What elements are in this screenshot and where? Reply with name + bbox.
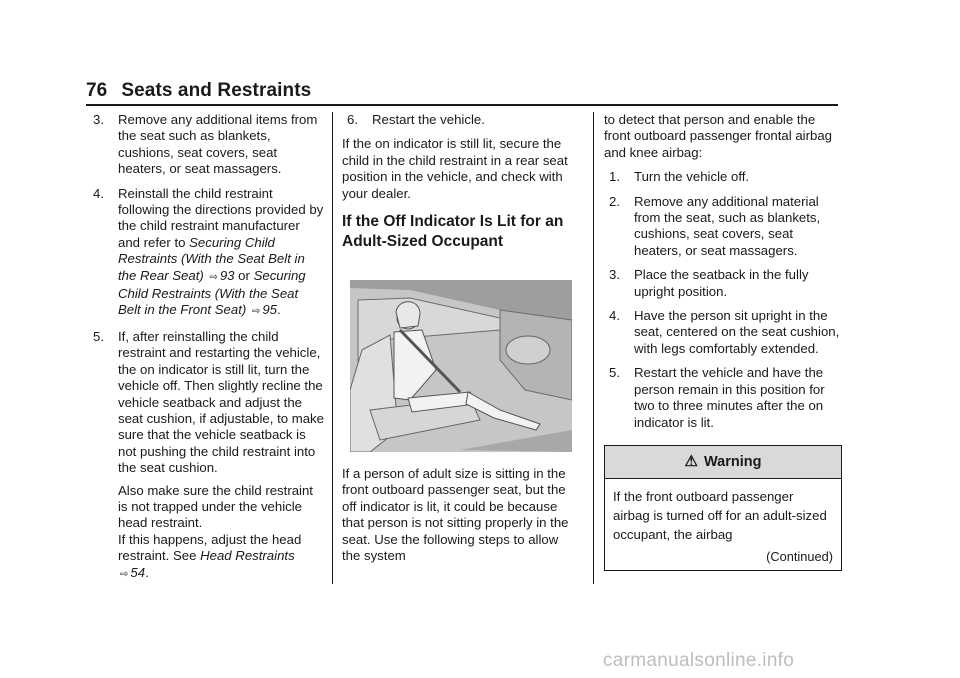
period: .: [145, 564, 149, 580]
cross-reference-link[interactable]: Securing Child Restraints (With the Seat Belt in the Rear Seat): [118, 234, 305, 283]
header-rule: [86, 104, 838, 106]
step-5: [88, 329, 324, 477]
step-3: [88, 112, 324, 178]
step-5: [604, 365, 842, 431]
warning-box: [604, 445, 842, 571]
seated-occupant-illustration: [350, 280, 572, 452]
step-text: Have the person sit upright in the seat, centered on the seat cushion, with legs comfortably extended.: [634, 308, 840, 356]
step-1: [604, 169, 842, 185]
warning-title: Warning: [703, 453, 762, 470]
paragraph: If the on indicator is still lit, secure the child in the child restraint in a rear seat position in the vehicle, and check with your dealer.: [342, 136, 568, 201]
step-number: 5.: [609, 365, 620, 381]
step-5-note: [88, 483, 324, 583]
or-text: or: [238, 267, 250, 283]
step-text: Remove any additional material from the seat, such as blankets, cushions, seat covers, seat heaters, or seat massagers.: [634, 193, 821, 258]
section-heading: If the Off Indicator Is Lit for an Adult-Sized Occupant: [342, 213, 564, 251]
period: .: [277, 302, 281, 318]
step-4-text: Reinstall the child restraint following the directions provided by the child restraint manufacturer and refer to: [118, 185, 324, 250]
step-text: Restart the vehicle and have the person remain in this position for two to three minutes after the on indicator is lit.: [634, 365, 825, 430]
cross-reference-link[interactable]: Securing Child Restraints (With the Seat Belt in the Front Seat): [118, 267, 306, 318]
occupant-figure-svg: [350, 280, 572, 452]
warning-header: [605, 446, 841, 479]
section-title: Seats and Restraints: [121, 80, 312, 101]
step-number: 4.: [93, 185, 104, 201]
page-reference[interactable]: 95: [262, 302, 278, 318]
step-text: [118, 186, 324, 321]
step-text: If, after reinstalling the child restraint and restarting the vehicle, the on indicator is still lit, turn the vehicle off. Then slightly recline the vehicle seatback and adjust the seat cushion, if adjustable, to make sure that the vehicle seatback is not pushing the child restraint into the seat cushion.: [118, 328, 324, 476]
warning-body: [605, 479, 841, 570]
step-4: [88, 186, 324, 321]
step-text: Remove any additional items from the seat such as blankets, cushions, seat covers, seat heaters, or seat massagers.: [118, 112, 318, 177]
step-number: 2.: [609, 193, 620, 209]
step-6: [342, 112, 578, 128]
cross-reference-link[interactable]: Head Restraints: [200, 548, 295, 564]
warning-text: If the front outboard passenger airbag is turned off for an adult-sized occupant, the airbag: [613, 488, 827, 542]
page-ref-arrow-icon: ⇨: [120, 568, 129, 580]
page-ref-arrow-icon: ⇨: [251, 306, 261, 318]
continued-label: (Continued): [766, 548, 833, 564]
note-paragraph: Also make sure the child restraint is not trapped under the vehicle head restraint.: [118, 482, 313, 531]
step-number: 1.: [609, 169, 620, 185]
page-reference[interactable]: 54: [130, 564, 146, 580]
note-text: If this happens, adjust the head restraint. See: [118, 531, 302, 564]
page-reference[interactable]: 93: [219, 267, 235, 283]
step-text: Turn the vehicle off.: [634, 169, 750, 185]
watermark: carmanualsonline.info: [603, 650, 795, 671]
column-divider-1: [332, 112, 333, 584]
step-number: 5.: [93, 328, 104, 344]
step-number: 3.: [93, 112, 104, 127]
step-3: [604, 267, 842, 300]
column-2: [342, 112, 578, 572]
column-1: [88, 112, 324, 583]
column-3: [604, 112, 842, 571]
page-header: [86, 80, 311, 102]
page-number: 76: [86, 80, 108, 101]
step-number: 6.: [347, 112, 358, 127]
note-paragraph: [118, 532, 324, 583]
paragraph: If a person of adult size is sitting in the front outboard passenger seat, but the off indicator is lit, it could be because that person is not sitting properly in the seat. Use the following steps to allow the system: [342, 466, 569, 564]
step-number: 4.: [609, 308, 620, 324]
step-number: 3.: [609, 267, 620, 283]
step-4: [604, 308, 842, 357]
step-text: Restart the vehicle.: [372, 112, 485, 127]
column-divider-2: [593, 112, 594, 584]
step-text: Place the seatback in the fully upright position.: [634, 267, 809, 299]
step-2: [604, 194, 842, 260]
paragraph: to detect that person and enable the front outboard passenger frontal airbag and knee airbag:: [604, 112, 832, 160]
warning-icon: ⚠: [684, 452, 698, 470]
page-ref-arrow-icon: ⇨: [209, 271, 218, 283]
